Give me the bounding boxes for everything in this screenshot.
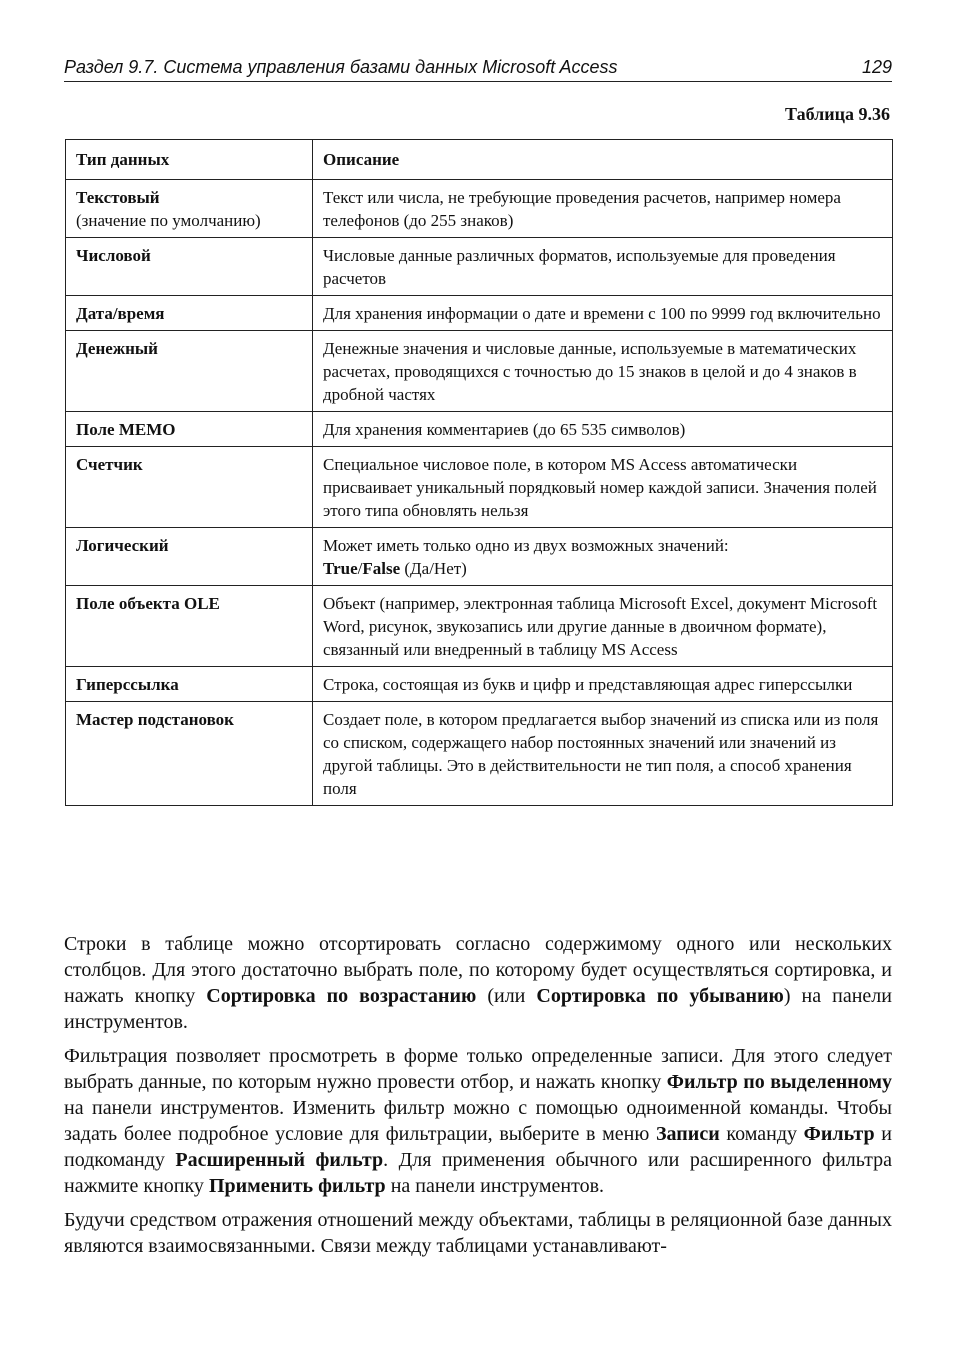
text-run: (или [476, 985, 537, 1007]
table-row [66, 586, 893, 667]
description-cell: Для хранения информации о дате и времени с 100 по 9999 год включительно [313, 296, 893, 331]
column-header-description: Описание [313, 140, 893, 180]
description-cell: Денежные значения и числовые данные, используемые в математических расчетах, проводящихся с точностью до 15 знаков в целой и до 4 знаков в дробной частях [313, 331, 893, 412]
table-row [66, 296, 893, 331]
value-separator: / [357, 559, 363, 578]
description-text: Может иметь только одно из двух возможных значений: [323, 536, 729, 555]
running-header [64, 56, 892, 82]
column-header-type: Тип данных [66, 140, 313, 180]
description-cell: Для хранения комментариев (до 65 535 символов) [313, 412, 893, 447]
description-cell: Создает поле, в котором предлагается выбор значений из списка или из поля со списком, содержащего набор постоянных значений или значений из другой таблицы. Это в действительности не тип поля, а способ хранения поля [313, 702, 893, 806]
command-advanced-filter: Расширенный фильтр [175, 1149, 384, 1171]
text-run: ) на панели инструментов. [64, 985, 892, 1033]
value-false: False [362, 559, 401, 578]
description-cell: Специальное числовое поле, в котором MS Access автоматически присваивает уникальный порядковый номер каждой записи. Значения полей этого типа обновлять нельзя [313, 447, 893, 528]
command-filter-by-selection: Фильтр по выделенному [666, 1071, 893, 1093]
type-cell: Мастер подстановок [66, 702, 313, 806]
page-number: 129 [861, 57, 892, 77]
table-row [66, 702, 893, 806]
data-types-table [65, 139, 893, 806]
command-sort-ascending: Сортировка по возрастанию [206, 985, 477, 1007]
table-row [66, 528, 893, 586]
type-cell: Дата/время [66, 296, 313, 331]
type-name: Текстовый [76, 188, 160, 207]
table-row [66, 331, 893, 412]
description-cell: Текст или числа, не требующие проведения расчетов, например номера телефонов (до 255 знаков) [313, 180, 893, 238]
text-run: на панели инструментов. [385, 1175, 605, 1197]
text-run: команду [719, 1123, 804, 1145]
table-header-row [66, 140, 893, 180]
text-run: Строки в таблице можно отсортировать согласно содержимому одного или нескольких столбцов. Для этого достаточно выбрать поле, по которому будет осуществляться сортировка, и нажать кнопку [64, 933, 892, 1007]
command-filter: Фильтр [803, 1123, 875, 1145]
table-row [66, 447, 893, 528]
type-cell: Денежный [66, 331, 313, 412]
text-run: . Для применения обычного или расширенного фильтра нажмите кнопку [64, 1149, 892, 1197]
text-run: Фильтрация позволяет просмотреть в форме только определенные записи. Для этого следует выбрать данные, по которым нужно провести отбор, и нажать кнопку [64, 1045, 892, 1093]
type-cell: Счетчик [66, 447, 313, 528]
type-cell: Поле объекта OLE [66, 586, 313, 667]
text-run: на панели инструментов. Изменить фильтр можно с помощью одноименной команды. Чтобы задать более подробное условие для фильтрации, выберите в меню [64, 1097, 892, 1145]
menu-records: Записи [655, 1123, 720, 1145]
description-cell: Числовые данные различных форматов, используемые для проведения расчетов [313, 238, 893, 296]
table-caption: Таблица 9.36 [785, 104, 890, 124]
value-true: True [323, 559, 358, 578]
paragraph-relations [64, 1207, 892, 1259]
table-row [66, 412, 893, 447]
section-title: Раздел 9.7. Система управления базами данных Microsoft Access [64, 57, 618, 77]
type-note: (значение по умолчанию) [76, 211, 261, 230]
paragraph-sorting [64, 931, 892, 1035]
table-row [66, 667, 893, 702]
description-cell: Строка, состоящая из букв и цифр и представляющая адрес гиперссылки [313, 667, 893, 702]
type-cell [66, 180, 313, 238]
command-sort-descending: Сортировка по убыванию [536, 985, 784, 1007]
command-apply-filter: Применить фильтр [208, 1175, 386, 1197]
description-cell [313, 528, 893, 586]
body-text [64, 931, 892, 1267]
description-cell: Объект (например, электронная таблица Microsoft Excel, документ Microsoft Word, рисунок, звукозапись или другие данные в двоичном формате), связанный или внедренный в таблицу MS Access [313, 586, 893, 667]
text-run: Будучи средством отражения отношений между объектами, таблицы в реляционной базе данных являются взаимосвязанными. Связи между таблицами устанавливают- [64, 1209, 892, 1257]
paragraph-filtering [64, 1043, 892, 1199]
table-row [66, 238, 893, 296]
text-run: и подкоманду [64, 1123, 892, 1171]
value-translation: (Да/Нет) [400, 559, 467, 578]
type-cell: Логический [66, 528, 313, 586]
type-cell: Гиперссылка [66, 667, 313, 702]
type-cell: Числовой [66, 238, 313, 296]
table-row [66, 180, 893, 238]
type-cell: Поле MEMO [66, 412, 313, 447]
